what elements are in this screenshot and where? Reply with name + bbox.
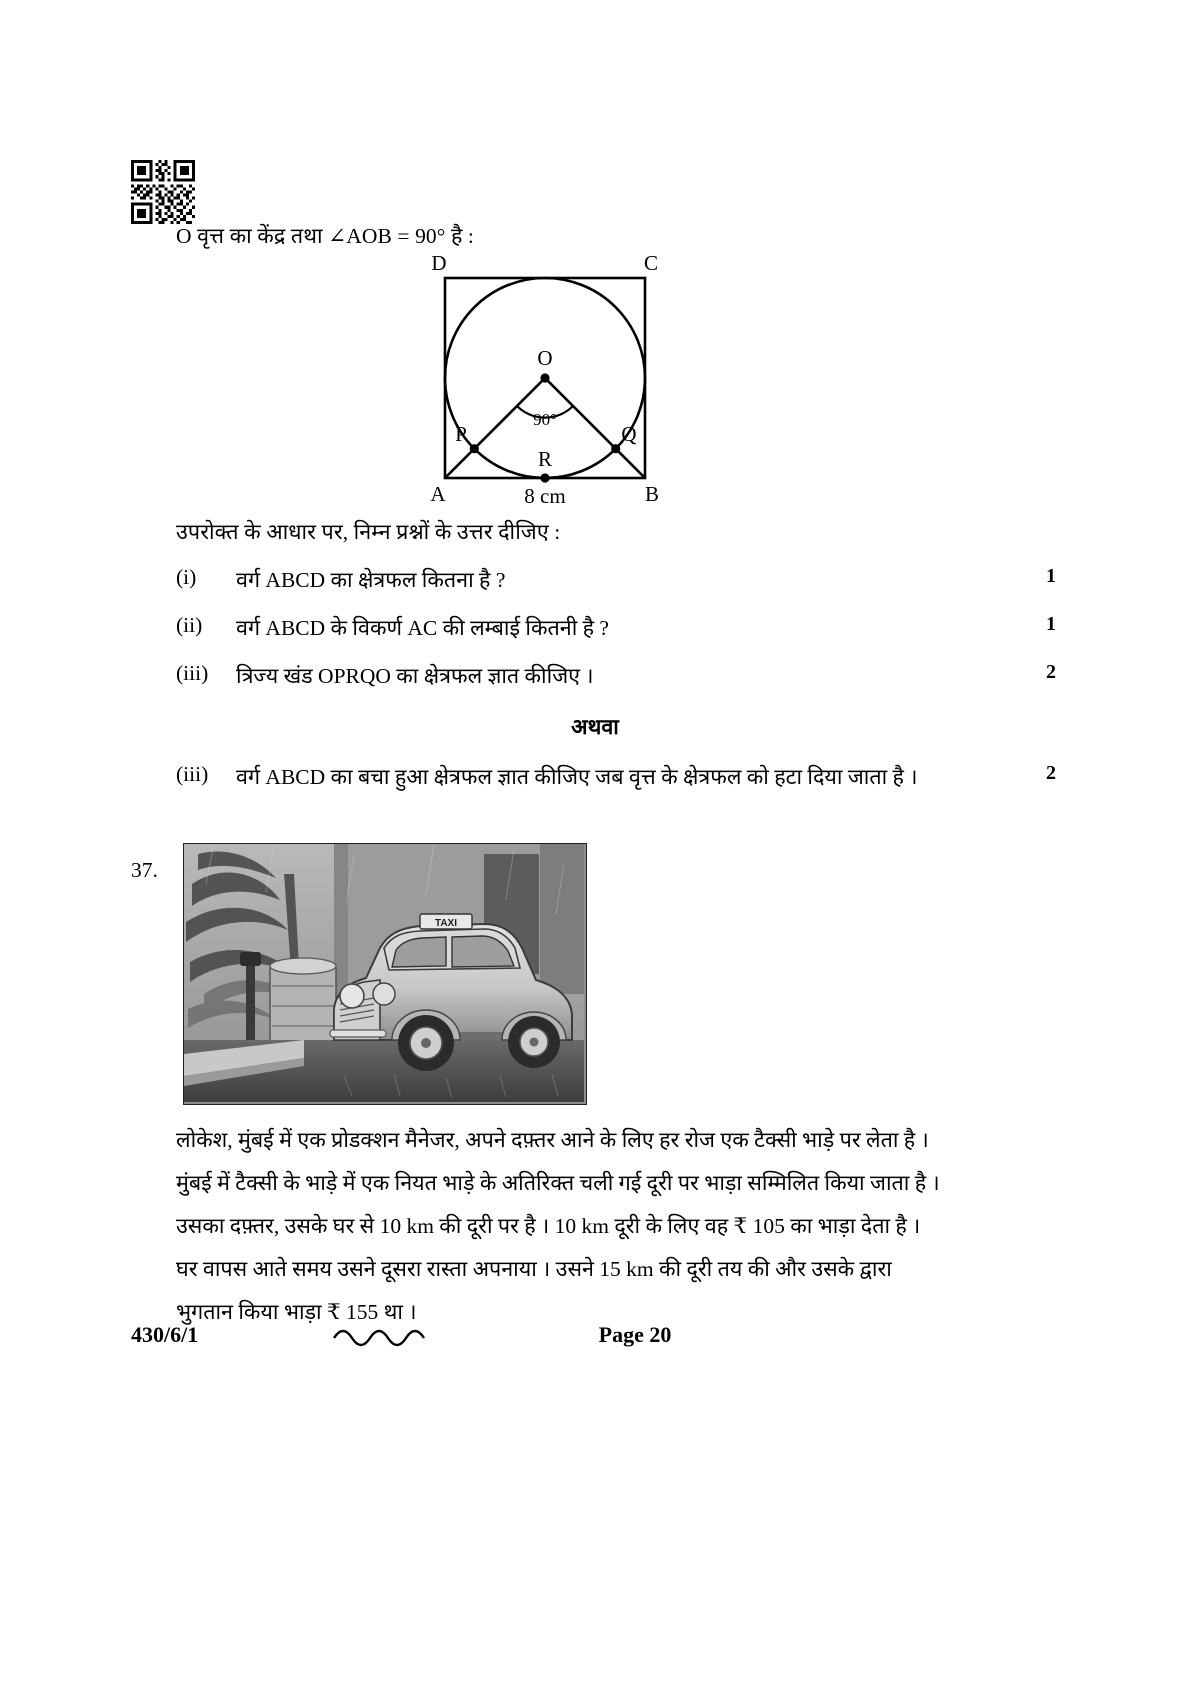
question-text-iii: त्रिज्य खंड OPRQO का क्षेत्रफल ज्ञात कीजिए । xyxy=(236,664,594,688)
paper-code: 430/6/1 xyxy=(131,1322,199,1347)
figure-label-C: C xyxy=(643,251,659,275)
alternate-question-marks: 2 xyxy=(1046,762,1056,784)
figure-label-A: A xyxy=(430,482,446,506)
figure-label-D: D xyxy=(431,251,447,275)
figure-side-label: 8 cm xyxy=(524,484,566,508)
figure-label-B: B xyxy=(644,482,660,506)
question-marks-i: 1 xyxy=(1046,565,1056,587)
alternate-question-number: (iii) xyxy=(176,762,209,786)
figure-label-Q: Q xyxy=(621,422,637,446)
or-separator-label: अथवा xyxy=(571,715,619,739)
svg-text:TAXI: TAXI xyxy=(434,918,458,929)
question-number-i: (i) xyxy=(176,565,197,589)
question-number-ii: (ii) xyxy=(176,613,203,637)
qr-code xyxy=(131,160,195,224)
answer-instruction-text: उपरोक्त के आधार पर, निम्न प्रश्नों के उत्तर दीजिए : xyxy=(176,520,561,544)
figure-label-P: P xyxy=(455,422,467,446)
question-marks-ii: 1 xyxy=(1046,613,1056,635)
figure-label-R: R xyxy=(537,447,553,471)
page-number: Page 20 xyxy=(598,1322,672,1347)
alternate-question-item-iii xyxy=(176,762,1056,796)
question-item-ii xyxy=(176,613,1056,647)
case-study-lead-text: O वृत्त का केंद्र तथा ∠AOB = 90° है : xyxy=(176,224,475,248)
question-37-number: 37. xyxy=(131,858,158,882)
paragraph-line: लोकेश, मुंबई में एक प्रोडक्शन मैनेजर, अपने दफ़्तर आने के लिए हर रोज एक टैक्सी भाड़े पर लेता है । xyxy=(176,1128,929,1152)
figure-angle-label: 90° xyxy=(533,410,557,429)
question-item-iii xyxy=(176,661,1056,695)
question-item-i xyxy=(176,565,1056,599)
question-number-iii: (iii) xyxy=(176,661,209,685)
question-marks-iii: 2 xyxy=(1046,661,1056,683)
figure-label-O: O xyxy=(537,346,553,370)
paragraph-line: भुगतान किया भाड़ा ₹ 155 था । xyxy=(176,1300,417,1324)
paragraph-line: घर वापस आते समय उसने दूसरा रास्ता अपनाया । उसने 15 km की दूरी तय की और उसके द्वारा xyxy=(176,1257,892,1281)
paragraph-line: मुंबई में टैक्सी के भाड़े में एक नियत भाड़े के अतिरिक्त चली गई दूरी पर भाड़ा सम्मिलित किया जाता है । xyxy=(176,1171,940,1195)
taxi-photo xyxy=(183,843,587,1105)
alternate-question-text: वर्ग ABCD का बचा हुआ क्षेत्रफल ज्ञात कीजिए जब वृत्त के क्षेत्रफल को हटा दिया जाता है । xyxy=(236,765,918,789)
question-text-ii: वर्ग ABCD के विकर्ण AC की लम्बाई कितनी है ? xyxy=(236,616,609,640)
geometry-figure xyxy=(425,251,675,508)
question-37-paragraph xyxy=(176,1119,1076,1334)
question-text-i: वर्ग ABCD का क्षेत्रफल कितना है ? xyxy=(236,568,506,592)
paragraph-line: उसका दफ़्तर, उसके घर से 10 km की दूरी पर है । 10 km दूरी के लिए वह ₹ 105 का भाड़ा देता है । xyxy=(176,1214,921,1238)
